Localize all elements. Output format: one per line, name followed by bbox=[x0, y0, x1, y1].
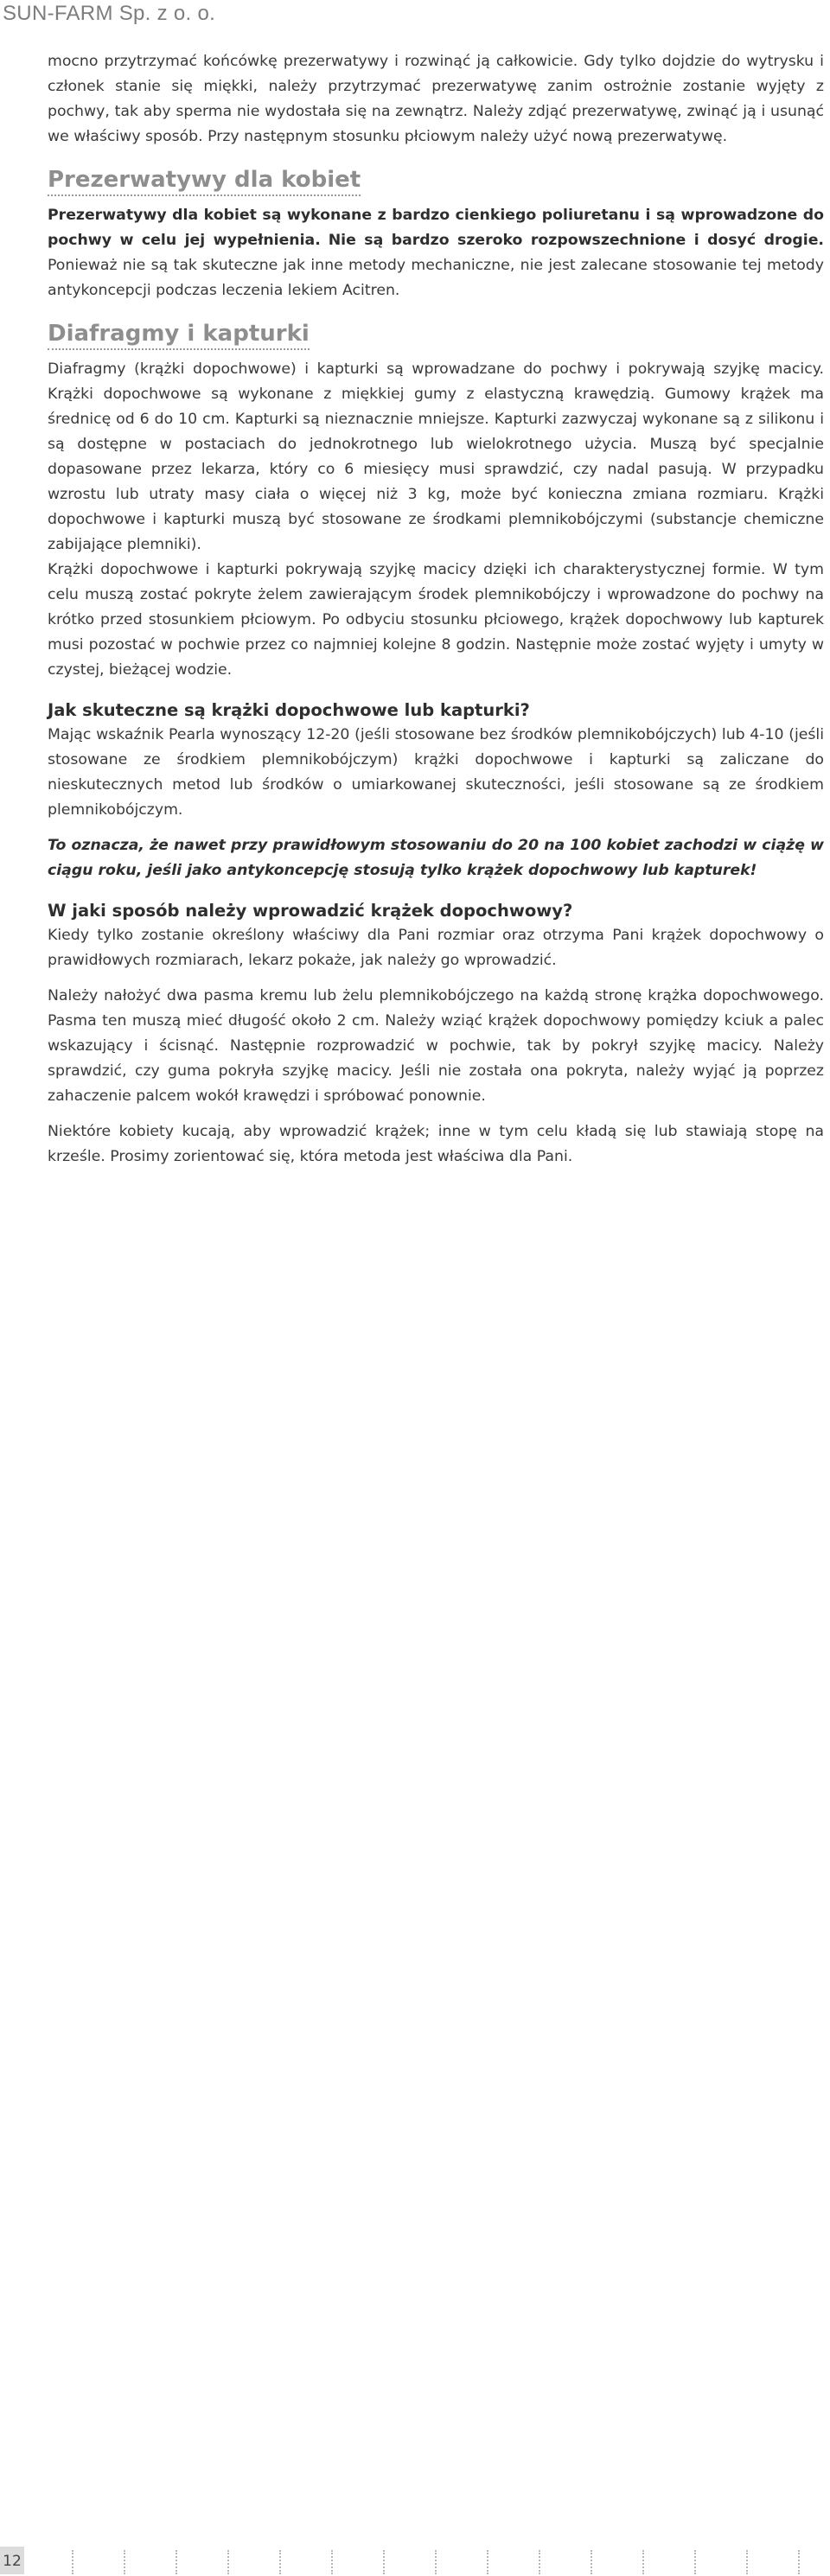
footer-divider bbox=[798, 2550, 801, 2574]
insertion-paragraph-3: Niektóre kobiety kucają, aby wprowadzić krążek; inne w tym celu kładą się lub stawiają stopę na krześle. Prosimy zorientować się, która metoda jest właściwa dla Pani. bbox=[48, 1123, 824, 1165]
female-condoms-bold-1: Prezerwatywy dla kobiet są wykonane z bardzo cienkiego poliuretanu i są wprowadzone do pochwy w celu jej wypełnienia. bbox=[48, 207, 824, 249]
section-female-condoms bbox=[48, 150, 824, 303]
page-number: 12 bbox=[0, 2547, 24, 2574]
footer-divider bbox=[124, 2550, 127, 2574]
diaphragms-paragraph-2: Krążki dopochwowe i kapturki pokrywają szyjkę macicy dzięki ich charakterystycznej formie. W tym celu muszą zostać pokryte żelem zawierającym środek plemnikobójczy i wprowadzone do pochwy na krótko przed stosunkiem płciowym. Po odbyciu stosunku płciowego, krążek dopochwowy lub kapturek musi pozostać w pochwie przez co najmniej kolejne 8 godzin. Następnie może zostać wyjęty i umyty w czystej, bieżącej wodzie. bbox=[48, 561, 824, 679]
insertion-heading: W jaki sposób należy wprowadzić krążek dopochwowy? bbox=[48, 901, 573, 921]
footer-divider bbox=[642, 2550, 646, 2574]
footer-divider bbox=[487, 2550, 490, 2574]
footer-divider bbox=[539, 2550, 542, 2574]
footer-divider bbox=[435, 2550, 438, 2574]
footer-divider bbox=[331, 2550, 335, 2574]
diaphragms-paragraph-1: Diafragmy (krążki dopochwowe) i kapturki są wprowadzane do pochwy i pokrywają szyjkę macicy. Krążki dopochwowe są wykonane z miękkiej gumy z elastyczną krawędzią. Gumowy krążek ma średnicę od 6 do 10 cm. Kapturki są nieznacznie mniejsze. Kapturki zazwyczaj wykonane są z silikonu i są dostępne w postaciach do jednokrotnego lub wielokrotnego użycia. Muszą być specjalnie dopasowane przez lekarza, który co 6 miesięcy musi sprawdzić, czy nadal pasują. W przypadku wzrostu lub utraty masy ciała o więcej niż 3 kg, może być konieczna zmiana rozmiaru. Krążki dopochwowe i kapturki muszą być stosowane ze środkami plemnikobójczymi (substancje chemiczne zabijające plemniki). bbox=[48, 360, 824, 553]
main-content bbox=[48, 49, 824, 1170]
insertion-paragraph-1: Kiedy tylko zostanie określony właściwy dla Pani rozmiar oraz otrzyma Pani krążek dopochwowy o prawidłowych rozmiarach, lekarz pokaże, jak należy go wprowadzić. bbox=[48, 927, 824, 969]
footer-divider bbox=[227, 2550, 231, 2574]
effectiveness-paragraph: Mając wskaźnik Pearla wynoszący 12-20 (jeśli stosowane bez środków plemnikobójczych) lub 4-10 (jeśli stosowane ze środkiem plemnikobójczym) krążki dopochwowe i kapturki są zaliczane do nieskutecznych metod lub środków o umiarkowanej skuteczności, jeśli stosowane są ze środkiem plemnikobójczym. bbox=[48, 726, 824, 819]
footer-divider bbox=[746, 2550, 750, 2574]
section-title-female-condoms: Prezerwatywy dla kobiet bbox=[48, 167, 361, 196]
footer-divider bbox=[176, 2550, 179, 2574]
footer-divider bbox=[72, 2550, 75, 2574]
section-title-diaphragms: Diafragmy i kapturki bbox=[48, 321, 310, 350]
intro-paragraph: mocno przytrzymać końcówkę prezerwatywy i rozwinąć ją całkowicie. Gdy tylko dojdzie do wytrysku i członek stanie się miękki, należy przytrzymać prezerwatywę zanim ostrożnie zostanie wyjęty z pochwy, tak aby sperma nie wydostała się na zewnątrz. Należy zdjąć prezerwatywę, zwinąć ją i usunąć we właściwy sposób. Przy następnym stosunku płciowym należy użyć nową prezerwatywę. bbox=[48, 53, 824, 145]
footer-divider bbox=[694, 2550, 698, 2574]
page-footer bbox=[0, 1267, 830, 2570]
footer-divider bbox=[591, 2550, 594, 2574]
footer-divider bbox=[279, 2550, 283, 2574]
female-condoms-paragraph bbox=[48, 203, 824, 303]
section-insertion bbox=[48, 899, 824, 1170]
page-header bbox=[0, 0, 830, 29]
company-name: SUN-FARM Sp. z o. o. bbox=[3, 2, 216, 25]
effectiveness-heading: Jak skuteczne są krążki dopochwowe lub kapturki? bbox=[48, 700, 530, 720]
footer-divider bbox=[383, 2550, 386, 2574]
section-effectiveness bbox=[48, 698, 824, 883]
section-diaphragms bbox=[48, 303, 824, 683]
insertion-paragraph-2: Należy nałożyć dwa pasma kremu lub żelu plemnikobójczego na każdą stronę krążka dopochwowego. Pasma ten muszą mieć długość około 2 cm. Należy wziąć krążek dopochwowy pomiędzy kciuk a palec wskazujący i ścisnąć. Następnie rozprowadzić w pochwie, tak by pokrył szyjkę macicy. Należy sprawdzić, czy guma pokryła szyjkę macicy. Jeśli nie została ona pokryta, należy wyjąć ją poprzez zahaczenie palcem wokół krawędzi i spróbować ponownie. bbox=[48, 987, 824, 1105]
female-condoms-bold-2: Nie są bardzo szeroko rozpowszechnione i dosyć drogie. bbox=[328, 232, 824, 249]
effectiveness-warning: To oznacza, że nawet przy prawidłowym stosowaniu do 20 na 100 kobiet zachodzi w ciążę w ciągu roku, jeśli jako antykoncepcję stosują tylko krążek dopochwowy lub kapturek! bbox=[48, 837, 824, 879]
female-condoms-text: Ponieważ nie są tak skuteczne jak inne metody mechaniczne, nie jest zalecane stosowanie tej metody antykoncepcji podczas leczenia lekiem Acitren. bbox=[48, 257, 824, 299]
